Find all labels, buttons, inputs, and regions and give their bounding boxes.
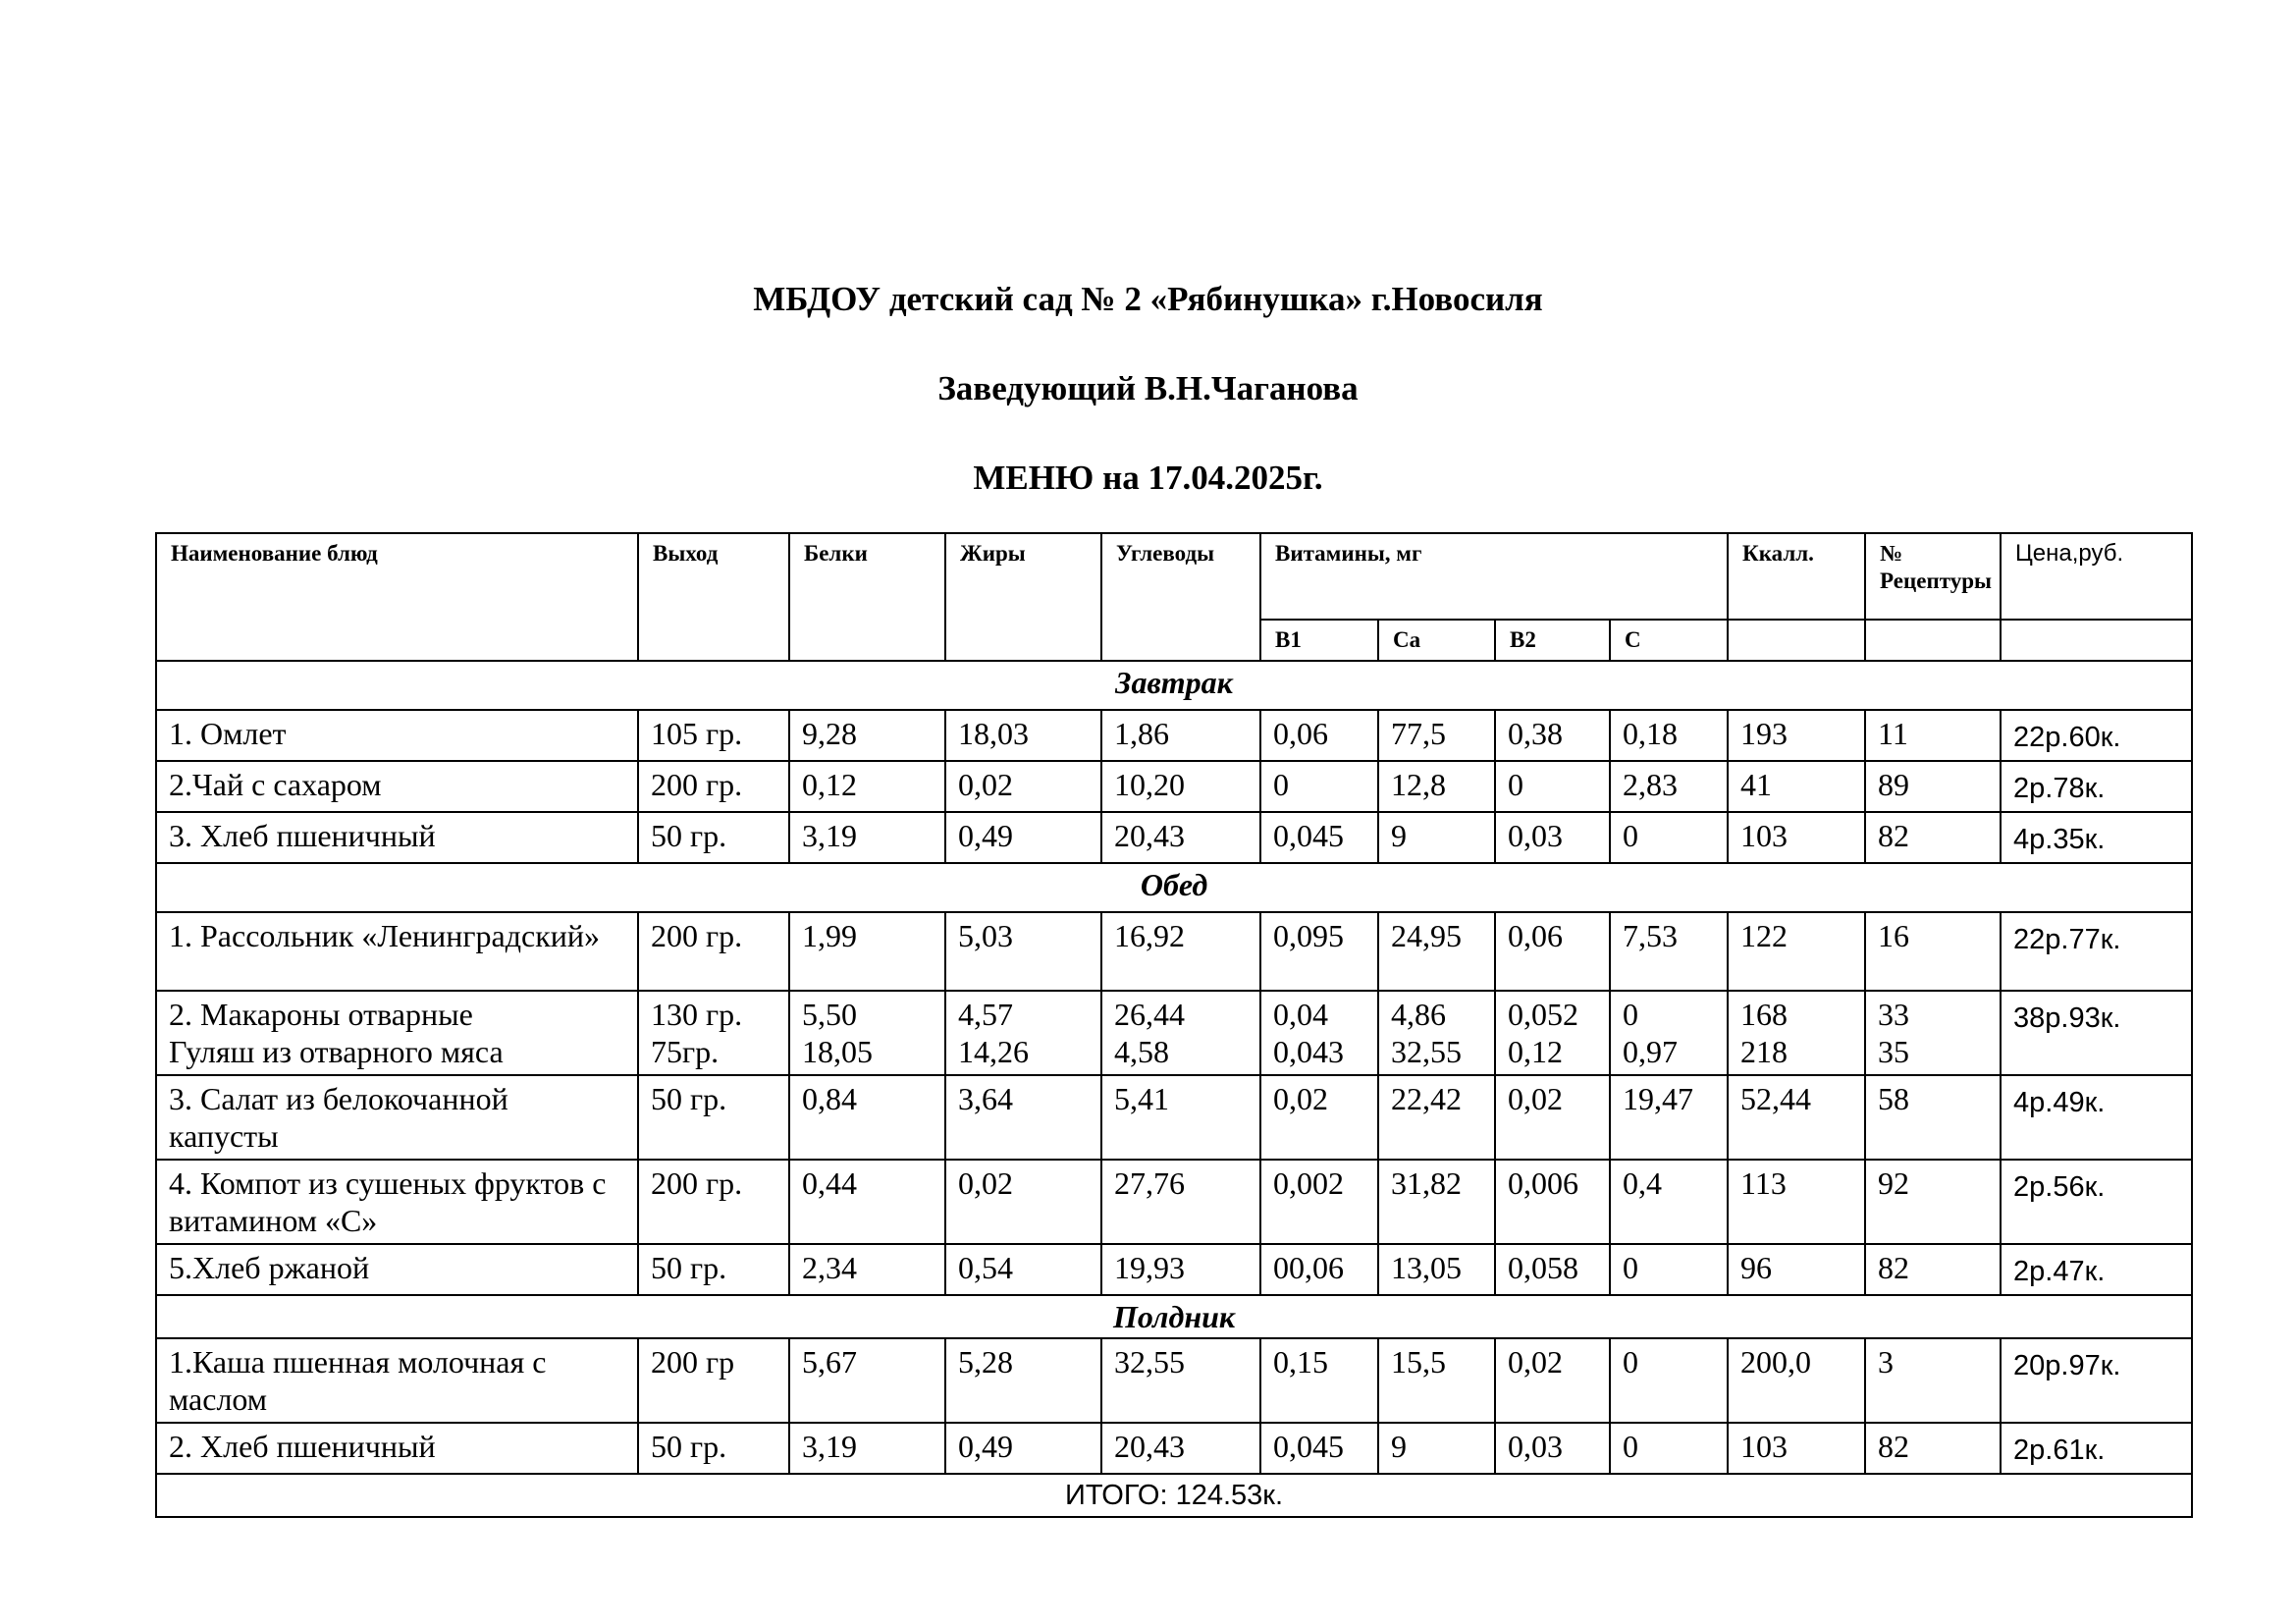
dish-b1: 0,045	[1260, 812, 1378, 863]
section-breakfast: Завтрак	[156, 661, 2192, 710]
dish-fat	[945, 991, 1101, 1075]
dish-kcal: 122	[1728, 912, 1865, 991]
menu-table	[155, 532, 2193, 1518]
col-ca-header: Са	[1378, 620, 1495, 661]
dish-ca: 9	[1378, 812, 1495, 863]
table-row	[156, 1160, 2192, 1244]
dish-carbs	[1101, 991, 1260, 1075]
empty-cell	[2001, 620, 2192, 661]
col-carbs-header: Углеводы	[1101, 533, 1260, 661]
value-line: 0,97	[1623, 1034, 1678, 1069]
dish-protein	[789, 991, 945, 1075]
dish-name: 3. Хлеб пшеничный	[156, 812, 638, 863]
dish-b1: 0,045	[1260, 1423, 1378, 1474]
dish-price: 20р.97к.	[2001, 1338, 2192, 1423]
empty-cell	[1865, 620, 2001, 661]
dish-ca: 15,5	[1378, 1338, 1495, 1423]
dish-ca: 9	[1378, 1423, 1495, 1474]
dish-price: 2р.78к.	[2001, 761, 2192, 812]
table-row	[156, 991, 2192, 1075]
dish-output: 50 гр.	[638, 1244, 789, 1295]
dish-ca: 31,82	[1378, 1160, 1495, 1244]
dish-carbs: 20,43	[1101, 1423, 1260, 1474]
dish-vitc: 0	[1610, 1244, 1728, 1295]
col-recipe-header: № Рецептуры	[1865, 533, 2001, 620]
dish-protein: 0,12	[789, 761, 945, 812]
dish-b2: 0,06	[1495, 912, 1610, 991]
value-line: 0,04	[1273, 997, 1328, 1032]
dish-output	[638, 991, 789, 1075]
value-line: 33	[1878, 997, 1910, 1032]
dish-vitc: 0,18	[1610, 710, 1728, 761]
dish-b1	[1260, 991, 1378, 1075]
dish-kcal	[1728, 991, 1865, 1075]
col-name-header: Наименование блюд	[156, 533, 638, 661]
dish-b1: 0,002	[1260, 1160, 1378, 1244]
dish-ca: 77,5	[1378, 710, 1495, 761]
table-row	[156, 761, 2192, 812]
dish-name: 1. Омлет	[156, 710, 638, 761]
menu-title: МЕНЮ на 17.04.2025г.	[973, 459, 1323, 497]
dish-name: 1. Рассольник «Ленинградский»	[156, 912, 638, 991]
col-b1-header: В1	[1260, 620, 1378, 661]
dish-protein: 0,84	[789, 1075, 945, 1160]
table-row	[156, 812, 2192, 863]
dish-vitc: 19,47	[1610, 1075, 1728, 1160]
col-protein-header: Белки	[789, 533, 945, 661]
dish-b1: 00,06	[1260, 1244, 1378, 1295]
section-row	[156, 661, 2192, 710]
total-row	[156, 1474, 2192, 1517]
dish-carbs: 1,86	[1101, 710, 1260, 761]
dish-name: 4. Компот из сушеных фруктов с витамином «С»	[156, 1160, 638, 1244]
table-row	[156, 1075, 2192, 1160]
header-row	[156, 533, 2192, 620]
dish-vitc: 0	[1610, 1338, 1728, 1423]
value-line: 0,12	[1508, 1034, 1563, 1069]
dish-fat: 0,02	[945, 761, 1101, 812]
dish-ca: 22,42	[1378, 1075, 1495, 1160]
col-c-header: С	[1610, 620, 1728, 661]
dish-b2: 0,058	[1495, 1244, 1610, 1295]
dish-recipe: 3	[1865, 1338, 2001, 1423]
dish-recipe: 11	[1865, 710, 2001, 761]
dish-ca: 24,95	[1378, 912, 1495, 991]
dish-vitc: 0	[1610, 812, 1728, 863]
director-line: Заведующий В.Н.Чаганова	[937, 369, 1359, 407]
dish-name-line: 2. Макароны отварные	[169, 997, 473, 1032]
dish-vitc: 0,4	[1610, 1160, 1728, 1244]
col-output-header: Выход	[638, 533, 789, 661]
value-line: 0,052	[1508, 997, 1578, 1032]
value-line: 4,57	[958, 997, 1013, 1032]
empty-cell	[1728, 620, 1865, 661]
dish-price: 4р.35к.	[2001, 812, 2192, 863]
col-b2-header: В2	[1495, 620, 1610, 661]
dish-b2: 0,03	[1495, 812, 1610, 863]
dish-output: 50 гр.	[638, 1423, 789, 1474]
dish-vitc: 7,53	[1610, 912, 1728, 991]
dish-output: 105 гр.	[638, 710, 789, 761]
dish-protein: 9,28	[789, 710, 945, 761]
dish-recipe: 82	[1865, 1423, 2001, 1474]
dish-fat: 18,03	[945, 710, 1101, 761]
value-line: 130 гр.	[651, 997, 743, 1032]
dish-ca: 13,05	[1378, 1244, 1495, 1295]
dish-vitc: 2,83	[1610, 761, 1728, 812]
dish-name-line: Гуляш из отварного мяса	[169, 1034, 504, 1069]
dish-name: 3. Салат из белокочанной капусты	[156, 1075, 638, 1160]
dish-recipe: 58	[1865, 1075, 2001, 1160]
dish-b1: 0	[1260, 761, 1378, 812]
dish-output: 200 гр.	[638, 912, 789, 991]
value-line: 0,043	[1273, 1034, 1344, 1069]
dish-protein: 3,19	[789, 1423, 945, 1474]
dish-fat: 0,02	[945, 1160, 1101, 1244]
dish-protein: 1,99	[789, 912, 945, 991]
dish-fat: 0,49	[945, 1423, 1101, 1474]
dish-b2	[1495, 991, 1610, 1075]
dish-carbs: 27,76	[1101, 1160, 1260, 1244]
dish-protein: 2,34	[789, 1244, 945, 1295]
dish-carbs: 5,41	[1101, 1075, 1260, 1160]
dish-vitc: 0	[1610, 1423, 1728, 1474]
dish-b1: 0,06	[1260, 710, 1378, 761]
dish-price: 4р.49к.	[2001, 1075, 2192, 1160]
dish-protein: 3,19	[789, 812, 945, 863]
dish-b2: 0,03	[1495, 1423, 1610, 1474]
dish-carbs: 16,92	[1101, 912, 1260, 991]
dish-ca: 12,8	[1378, 761, 1495, 812]
section-row	[156, 863, 2192, 912]
total-value: ИТОГО: 124.53к.	[156, 1474, 2192, 1517]
dish-name	[156, 991, 638, 1075]
dish-recipe: 82	[1865, 812, 2001, 863]
dish-carbs: 20,43	[1101, 812, 1260, 863]
value-line: 168	[1740, 997, 1789, 1032]
dish-carbs: 32,55	[1101, 1338, 1260, 1423]
dish-ca	[1378, 991, 1495, 1075]
dish-name: 2.Чай с сахаром	[156, 761, 638, 812]
table-row	[156, 1244, 2192, 1295]
dish-price: 22р.60к.	[2001, 710, 2192, 761]
dish-fat: 5,03	[945, 912, 1101, 991]
value-line: 75гр.	[651, 1034, 720, 1069]
dish-output: 200 гр.	[638, 1160, 789, 1244]
dish-protein: 0,44	[789, 1160, 945, 1244]
dish-b2: 0,02	[1495, 1338, 1610, 1423]
dish-b2: 0,006	[1495, 1160, 1610, 1244]
value-line: 32,55	[1391, 1034, 1462, 1069]
dish-kcal: 113	[1728, 1160, 1865, 1244]
dish-kcal: 103	[1728, 1423, 1865, 1474]
dish-fat: 0,49	[945, 812, 1101, 863]
dish-name: 5.Хлеб ржаной	[156, 1244, 638, 1295]
dish-b2: 0,02	[1495, 1075, 1610, 1160]
dish-b2: 0	[1495, 761, 1610, 812]
col-fat-header: Жиры	[945, 533, 1101, 661]
dish-price: 22р.77к.	[2001, 912, 2192, 991]
value-line: 18,05	[802, 1034, 873, 1069]
col-vitamins-header: Витамины, мг	[1260, 533, 1728, 620]
dish-name: 1.Каша пшенная молочная с маслом	[156, 1338, 638, 1423]
dish-name: 2. Хлеб пшеничный	[156, 1423, 638, 1474]
value-line: 0	[1623, 997, 1638, 1032]
dish-recipe: 92	[1865, 1160, 2001, 1244]
dish-b1: 0,02	[1260, 1075, 1378, 1160]
dish-kcal: 52,44	[1728, 1075, 1865, 1160]
dish-fat: 5,28	[945, 1338, 1101, 1423]
value-line: 4,58	[1114, 1034, 1169, 1069]
dish-output: 200 гр.	[638, 761, 789, 812]
dish-recipe: 16	[1865, 912, 2001, 991]
section-lunch: Обед	[156, 863, 2192, 912]
value-line: 218	[1740, 1034, 1789, 1069]
dish-output: 200 гр	[638, 1338, 789, 1423]
dish-fat: 3,64	[945, 1075, 1101, 1160]
dish-recipe: 89	[1865, 761, 2001, 812]
value-line: 5,50	[802, 997, 857, 1032]
value-line: 35	[1878, 1034, 1910, 1069]
dish-output: 50 гр.	[638, 812, 789, 863]
dish-fat: 0,54	[945, 1244, 1101, 1295]
dish-b1: 0,15	[1260, 1338, 1378, 1423]
dish-kcal: 96	[1728, 1244, 1865, 1295]
section-row	[156, 1295, 2192, 1338]
table-row	[156, 912, 2192, 991]
table-row	[156, 1423, 2192, 1474]
dish-price: 2р.61к.	[2001, 1423, 2192, 1474]
dish-kcal: 200,0	[1728, 1338, 1865, 1423]
dish-kcal: 193	[1728, 710, 1865, 761]
dish-output: 50 гр.	[638, 1075, 789, 1160]
dish-carbs: 19,93	[1101, 1244, 1260, 1295]
dish-price: 38р.93к.	[2001, 991, 2192, 1075]
dish-price: 2р.56к.	[2001, 1160, 2192, 1244]
col-price-header: Цена,руб.	[2001, 533, 2192, 620]
dish-kcal: 103	[1728, 812, 1865, 863]
org-title: МБДОУ детский сад № 2 «Рябинушка» г.Новосиля	[753, 280, 1543, 318]
dish-protein: 5,67	[789, 1338, 945, 1423]
dish-vitc	[1610, 991, 1728, 1075]
dish-b1: 0,095	[1260, 912, 1378, 991]
dish-b2: 0,38	[1495, 710, 1610, 761]
col-kcal-header: Ккалл.	[1728, 533, 1865, 620]
dish-carbs: 10,20	[1101, 761, 1260, 812]
dish-price: 2р.47к.	[2001, 1244, 2192, 1295]
table-row	[156, 710, 2192, 761]
table-row	[156, 1338, 2192, 1423]
value-line: 4,86	[1391, 997, 1446, 1032]
section-snack: Полдник	[156, 1295, 2192, 1338]
value-line: 26,44	[1114, 997, 1185, 1032]
dish-kcal: 41	[1728, 761, 1865, 812]
value-line: 14,26	[958, 1034, 1029, 1069]
dish-recipe	[1865, 991, 2001, 1075]
dish-recipe: 82	[1865, 1244, 2001, 1295]
